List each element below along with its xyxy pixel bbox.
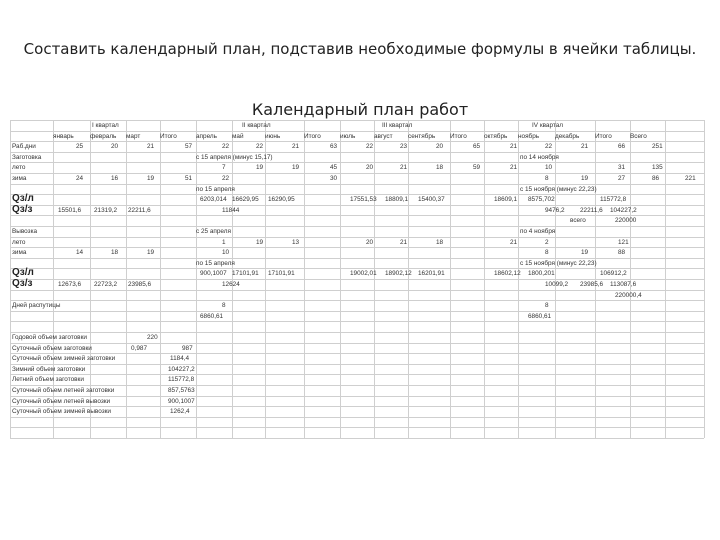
table-cell: 66 bbox=[618, 143, 626, 151]
table-cell: 113087,6 bbox=[610, 281, 637, 288]
table-cell: 18 bbox=[111, 249, 119, 257]
table-cell: 8 bbox=[545, 302, 549, 310]
table-cell: Итого bbox=[595, 132, 612, 140]
table-cell: июнь bbox=[265, 132, 281, 140]
grid-row-line bbox=[10, 417, 704, 418]
table-cell: 22 bbox=[366, 143, 374, 151]
table-cell: 8 bbox=[545, 175, 549, 182]
table-cell: 20 bbox=[366, 164, 374, 172]
row-label-formula: Qз/з bbox=[12, 203, 33, 215]
table-cell: январь bbox=[53, 132, 74, 140]
table-cell: лето bbox=[12, 164, 26, 172]
table-cell: 14 bbox=[76, 249, 84, 257]
table-cell: зима bbox=[12, 249, 27, 257]
table-cell: 0,987 bbox=[131, 344, 147, 352]
table-cell: IV квартал bbox=[532, 122, 564, 129]
table-cell: III квартал bbox=[382, 122, 413, 129]
grid-column-line bbox=[704, 120, 705, 438]
grid-row-line bbox=[10, 300, 704, 301]
table-cell: Дней распутицы bbox=[12, 302, 61, 310]
grid-row-line bbox=[10, 226, 704, 227]
table-cell: 21 bbox=[400, 164, 408, 172]
table-cell: 8 bbox=[222, 302, 226, 310]
table-cell: 21 bbox=[292, 143, 300, 151]
table-cell: 19 bbox=[147, 175, 155, 182]
table-cell: 17551,53 bbox=[350, 196, 377, 204]
table-cell: 30 bbox=[330, 175, 338, 182]
table-cell: 19 bbox=[581, 249, 589, 257]
table-cell: 59 bbox=[473, 164, 481, 172]
table-cell: 16201,91 bbox=[418, 270, 445, 278]
table-cell: 8 bbox=[545, 249, 549, 257]
table-cell: Годовой объем заготовки bbox=[12, 334, 87, 341]
grid-row-line bbox=[10, 290, 704, 291]
table-cell: 9476,2 bbox=[545, 206, 565, 214]
table-cell: Всего bbox=[630, 132, 647, 140]
table-cell: февраль bbox=[90, 132, 117, 140]
table-cell: декабрь bbox=[555, 132, 580, 140]
table-cell: 857,5763 bbox=[168, 387, 195, 394]
table-cell: 63 bbox=[330, 143, 338, 151]
table-cell: 19 bbox=[256, 164, 264, 172]
table-cell: 11844 bbox=[222, 206, 240, 214]
table-cell: с 15 ноября (минус 22,23) bbox=[520, 259, 597, 267]
table-cell: 115772,8 bbox=[168, 376, 195, 384]
table-cell: 21 bbox=[510, 164, 518, 172]
table-cell: 106912,2 bbox=[600, 270, 627, 278]
grid-row-line bbox=[10, 332, 704, 333]
table-cell: 121 bbox=[618, 238, 629, 246]
table-cell: Зимний объем заготовки bbox=[12, 365, 86, 373]
table-cell: 22 bbox=[256, 143, 264, 151]
table-cell: март bbox=[126, 132, 141, 140]
grid-row-line bbox=[10, 321, 704, 322]
table-cell: 13 bbox=[292, 238, 300, 246]
table-cell: 23985,6 bbox=[580, 281, 604, 288]
table-cell: 86 bbox=[652, 175, 660, 182]
table-cell: 10 bbox=[545, 164, 553, 172]
table-cell: 18602,12 bbox=[494, 270, 521, 278]
table-cell: 21 bbox=[581, 143, 589, 151]
table-cell: 1184,4 bbox=[170, 355, 190, 363]
table-cell: 25 bbox=[76, 143, 84, 151]
table-cell: с 25 апреля bbox=[196, 228, 231, 235]
table-cell: 18809,1 bbox=[385, 196, 409, 204]
table-cell: 21 bbox=[510, 143, 518, 151]
table-cell: 2 bbox=[545, 238, 549, 246]
table-cell: Суточный объем заготовки bbox=[12, 344, 92, 352]
table-cell: 21 bbox=[147, 143, 155, 151]
table-cell: 104227,2 bbox=[610, 206, 637, 214]
table-cell: 15400,37 bbox=[418, 196, 445, 204]
table-cell: Летний объем заготовки bbox=[12, 376, 84, 384]
table-cell: 19 bbox=[581, 175, 589, 182]
table-cell: 900,1007 bbox=[168, 397, 195, 405]
table-cell: II квартал bbox=[242, 122, 271, 129]
table-cell: 15501,6 bbox=[58, 206, 82, 214]
table-cell: 18902,12 bbox=[385, 270, 412, 278]
table-cell: 19002,01 bbox=[350, 270, 377, 278]
grid-row-line bbox=[10, 184, 704, 185]
grid-row-line bbox=[10, 152, 704, 153]
grid-row-line bbox=[10, 374, 704, 375]
table-cell: 1262,4 bbox=[170, 408, 190, 416]
table-cell: 8575,702 bbox=[528, 196, 555, 204]
table-cell: 10 bbox=[222, 249, 230, 257]
table-cell: всего bbox=[570, 217, 586, 225]
spreadsheet bbox=[10, 120, 704, 440]
table-cell: 21 bbox=[510, 238, 518, 246]
table-cell: по 4 ноября bbox=[520, 228, 556, 235]
table-cell: апрель bbox=[196, 132, 217, 140]
table-cell: 16 bbox=[111, 175, 119, 182]
table-cell: 19 bbox=[147, 249, 155, 257]
table-cell: Итого bbox=[304, 132, 321, 140]
grid-row-line bbox=[10, 215, 704, 216]
table-cell: Заготовка bbox=[12, 153, 42, 161]
table-cell: 6860,61 bbox=[528, 312, 552, 320]
grid-row-line bbox=[10, 427, 704, 428]
table-cell: 21 bbox=[400, 238, 408, 246]
table-cell: 22723,2 bbox=[94, 281, 118, 288]
table-cell: 19 bbox=[256, 238, 264, 246]
table-cell: 1800,201 bbox=[528, 270, 555, 278]
grid-row-line bbox=[10, 406, 704, 407]
table-cell: 18 bbox=[436, 238, 444, 246]
table-cell: Суточный объем зимней заготовки bbox=[12, 355, 116, 363]
table-cell: 16629,95 bbox=[232, 196, 259, 204]
table-cell: 7 bbox=[222, 164, 226, 172]
table-cell: 20 bbox=[436, 143, 444, 151]
table-cell: 135 bbox=[652, 164, 663, 172]
grid-row-line bbox=[10, 311, 704, 312]
table-cell: 251 bbox=[652, 143, 663, 151]
table-cell: 220000 bbox=[615, 217, 637, 225]
table-cell: 987 bbox=[182, 344, 193, 352]
table-cell: 18 bbox=[436, 164, 444, 172]
table-cell: 51 bbox=[185, 175, 193, 182]
table-cell: июль bbox=[340, 132, 356, 140]
table-cell: 6860,61 bbox=[200, 312, 224, 320]
table-cell: 22 bbox=[545, 143, 553, 151]
table-cell: октябрь bbox=[484, 132, 508, 140]
table-cell: 20 bbox=[111, 143, 119, 151]
table-cell: 12624 bbox=[222, 281, 240, 288]
table-cell: 24 bbox=[76, 175, 84, 182]
table-cell: 17101,91 bbox=[268, 270, 295, 278]
table-cell: по 15 апреля bbox=[196, 259, 235, 267]
table-cell: 220000,4 bbox=[615, 291, 642, 299]
table-cell: 16290,95 bbox=[268, 196, 295, 204]
table-cell: 23985,6 bbox=[128, 281, 152, 288]
table-cell: Суточный объем летней заготовки bbox=[12, 387, 115, 394]
table-cell: 6203,014 bbox=[200, 196, 227, 204]
table-cell: Суточный объем летней вывозки bbox=[12, 397, 111, 405]
table-cell: май bbox=[232, 132, 244, 140]
grid-row-line bbox=[10, 343, 704, 344]
row-label-formula: Qз/л bbox=[12, 193, 34, 205]
table-cell: 22 bbox=[222, 175, 230, 182]
table-cell: 10099,2 bbox=[545, 281, 569, 288]
table-cell: 45 bbox=[330, 164, 338, 172]
table-cell: 31 bbox=[618, 164, 626, 172]
table-cell: 104227,2 bbox=[168, 365, 195, 373]
table-cell: Раб.дни bbox=[12, 143, 36, 151]
table-cell: лето bbox=[12, 238, 26, 246]
table-cell: Вывозка bbox=[12, 228, 38, 235]
table-cell: 12673,6 bbox=[58, 281, 82, 288]
table-cell: 65 bbox=[473, 143, 481, 151]
table-cell: 1 bbox=[222, 238, 226, 246]
table-cell: 22211,6 bbox=[580, 206, 603, 214]
table-cell: 19 bbox=[292, 164, 300, 172]
grid-row-line bbox=[10, 258, 704, 259]
table-cell: 17101,91 bbox=[232, 270, 259, 278]
table-cell: август bbox=[374, 132, 393, 140]
table-cell: Итого bbox=[450, 132, 467, 140]
plan-title: Календарный план работ bbox=[251, 100, 469, 119]
table-cell: Суточный объем зимней вывозки bbox=[12, 408, 112, 416]
table-cell: ноябрь bbox=[518, 132, 540, 140]
table-cell: 900,1007 bbox=[200, 270, 227, 278]
row-label-formula: Qз/л bbox=[12, 267, 34, 279]
table-cell: по 14 ноября bbox=[520, 153, 559, 161]
grid-row-line bbox=[10, 438, 704, 439]
grid-row-line bbox=[10, 237, 704, 238]
grid-row-line bbox=[10, 396, 704, 397]
grid-row-line bbox=[10, 162, 704, 163]
table-cell: 23 bbox=[400, 143, 408, 151]
table-cell: 220 bbox=[147, 334, 158, 341]
table-cell: 57 bbox=[185, 143, 193, 151]
table-cell: 22211,6 bbox=[128, 206, 151, 214]
table-cell: 115772,8 bbox=[600, 196, 627, 204]
table-cell: 21319,2 bbox=[94, 206, 118, 214]
grid-row-line bbox=[10, 364, 704, 365]
table-cell: I квартал bbox=[92, 122, 119, 129]
table-cell: 20 bbox=[366, 238, 374, 246]
table-cell: с 15 апреля (минус 15,17) bbox=[196, 153, 273, 161]
table-cell: 22 bbox=[222, 143, 230, 151]
table-cell: по 15 апреля bbox=[196, 185, 235, 193]
row-label-formula: Qз/з bbox=[12, 278, 33, 289]
table-cell: сентябрь bbox=[408, 132, 436, 140]
table-cell: 221 bbox=[685, 175, 696, 182]
table-cell: 18609,1 bbox=[494, 196, 518, 204]
table-cell: 88 bbox=[618, 249, 626, 257]
table-cell: с 15 ноября (минус 22,23) bbox=[520, 185, 597, 193]
table-cell: зима bbox=[12, 175, 27, 182]
task-title: Составить календарный план, подставив необходимые формулы в ячейки таблицы. bbox=[23, 40, 697, 58]
table-cell: Итого bbox=[160, 132, 177, 140]
table-cell: 27 bbox=[618, 175, 626, 182]
